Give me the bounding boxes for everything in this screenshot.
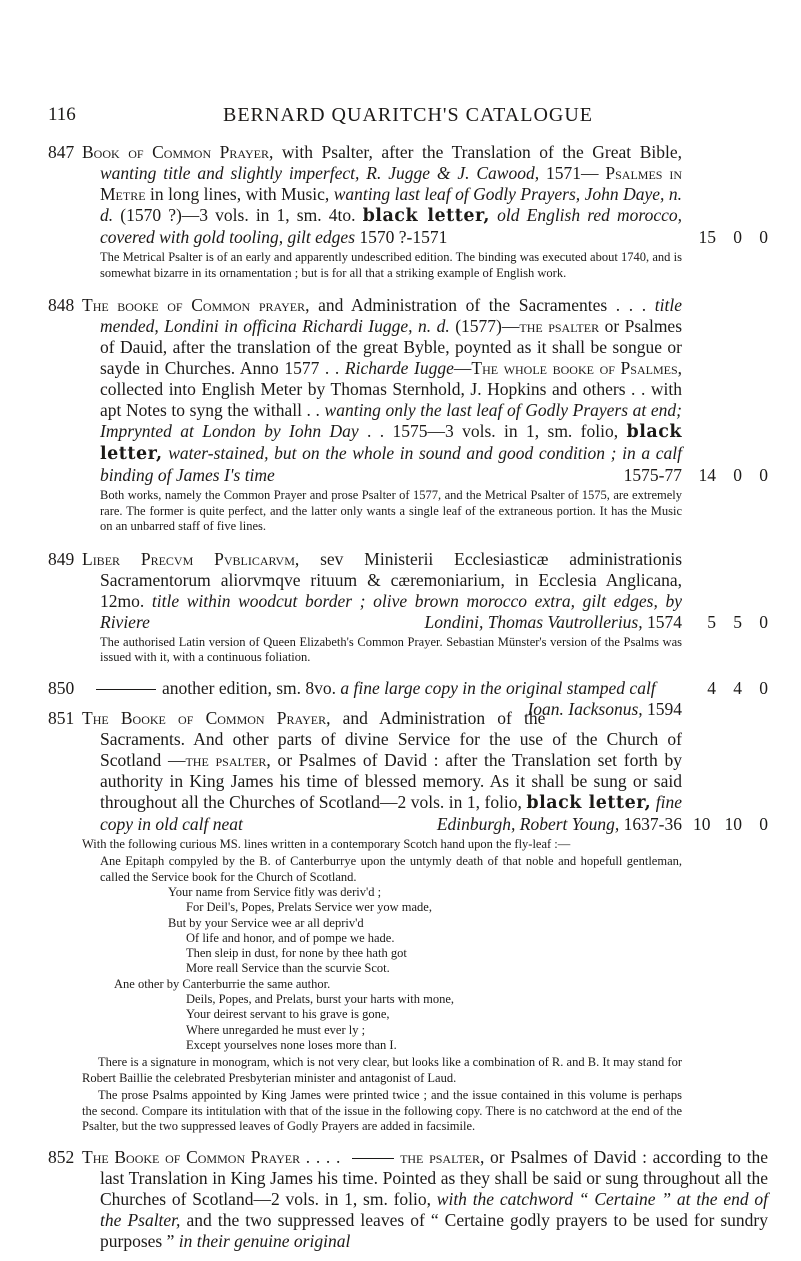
entry-description: The booke of Common prayer, and Administration of the Sacramentes . . . title mended, Londini in officina Richardi Iugge, n. d. (1577)—the psalter or Psalmes of Dauid, after the translation of the great Byble, poynted as it shall be songue or sayde in Churches. Anno 1577 . . Richarde Iugge—The whole booke of Psalmes, collected into English Meter by Thomas Sternhold, J. Hopkins and others . . with apt Notes to syng the withall . . wanting only the last leaf of Godly Prayers at end; Imprynted at London by Iohn Day . . 1575—3 vols. in 1, sm. folio, black letter, water-stained, but on the whole in sound and good condition ; in a calf binding of James I's time 1575-77 bbox=[82, 295, 683, 485]
epitaph-poem bbox=[114, 885, 768, 1053]
entry-number: 850 bbox=[48, 677, 75, 698]
page-number: 116 bbox=[48, 104, 76, 125]
poem-line: For Deil's, Popes, Prelats Service wer yow made, bbox=[186, 900, 432, 915]
ditto-rule bbox=[96, 689, 156, 690]
entry-note: The Metrical Psalter is of an early and apparently undescribed edition. The binding was executed about 1740, and is somewhat bizarre in its ornamentation ; but is for all that a striking example of English work. bbox=[100, 250, 682, 280]
poem-intro: Ane Epitaph compyled by the B. of Canterburrye upon the untymly death of that noble and hopefull gentleman, called the Service book for the Church of Scotland. bbox=[100, 854, 682, 884]
poem-line: Where unregarded he must ever ly ; bbox=[186, 1022, 366, 1037]
entry-price: 14 0 0 bbox=[698, 465, 768, 485]
poem-line: More reall Service than the scurvie Scot. bbox=[186, 961, 390, 976]
entry-number: 847 bbox=[48, 142, 75, 162]
entry-number: 852 bbox=[48, 1146, 75, 1167]
entry-849 bbox=[48, 549, 768, 666]
entry-number: 848 bbox=[48, 295, 75, 315]
entry-number: 851 bbox=[48, 707, 75, 728]
entry-price: 4 4 0 bbox=[707, 677, 768, 698]
entry-note: Both works, namely the Common Prayer and prose Psalter of 1577, and the Metrical Psalter of 1575, are extremely rare. The former is quite perfect, and the latter only wants a single leaf of the extraneous portion. It has the Music on an unbarred staff of five lines. bbox=[100, 488, 682, 533]
poem-line: Your name from Service fitly was deriv'd ; bbox=[168, 885, 382, 899]
entry-851 bbox=[48, 708, 768, 1135]
entry-price: 15 0 0 bbox=[698, 227, 768, 247]
entry-number: 849 bbox=[48, 548, 75, 569]
entry-price: 5 5 0 bbox=[707, 611, 768, 632]
poem-line: Then sleip in dust, for none by thee hath got bbox=[186, 946, 407, 961]
entry-description: Book of Common Prayer, with Psalter, after the Translation of the Great Bible, wanting title and slightly imperfect, R. Jugge & J. Cawood, 1571— Psalmes in Metre in long lines, with Music, wanting last leaf of Godly Prayers, John Daye, n. d. (1570 ?)—3 vols. in 1, sm. 4to. black letter, old English red morocco, covered with gold tooling, gilt edges 1570 ?-1571 bbox=[82, 142, 682, 247]
entry-note: The prose Psalms appointed by King James were printed twice ; and the issue contained in this volume is perhaps the second. Compare its intitulation with that of the issue in the following copy. There is no catchword at the end of the Psalter, but the two suppressed leaves of Godly Prayers are added in facsimile. bbox=[82, 1088, 682, 1134]
entry-description: The Booke of Common Prayer . . . . the psalter, or Psalmes of David : according to the last Translation in King James his time. Pointed as they shall be said or sung throughout all the Churches of Scotland—2 vols. in 1, sm. folio, with the catchword “ Certaine ” at the end of the Psalter, and the two suppressed leaves of “ Certaine godly prayers to be used for sundry purposes ” in their genuine original bbox=[82, 1146, 769, 1251]
poem-line: Except yourselves none loses more than I. bbox=[186, 1037, 397, 1052]
entry-852 bbox=[48, 1147, 768, 1252]
entry-price: 10 10 0 bbox=[693, 813, 768, 834]
entry-848 bbox=[48, 295, 768, 535]
ditto-rule bbox=[352, 1158, 394, 1159]
poem-line: Your deirest servant to his grave is gone, bbox=[186, 1007, 390, 1022]
entry-description: The Booke of Common Prayer, and Administration of the Sacraments. And other parts of divine Service for the use of the Church of Scotland —the psalter, or Psalmes of David : after the Translation set forth by authority in King James his time of blessed memory. As it shall be sung or said throughout all the Churches of Scotland—2 vols. in 1, folio, black letter, fine copy in old calf neat Edinburgh, Robert Young, 1637-36 bbox=[82, 707, 682, 834]
entry-description: another edition, sm. 8vo. a fine large copy in the original stamped calf Ioan. Iacksonus, 1594 bbox=[82, 678, 682, 699]
poem-line: But by your Service wee ar all depriv'd bbox=[168, 915, 364, 930]
poem-heading: Ane other by Canterburrie the same author. bbox=[114, 976, 331, 991]
poem-line: Deils, Popes, and Prelats, burst your harts with mone, bbox=[186, 992, 455, 1007]
entry-description: Liber Precvm Pvblicarvm, sev Ministerii Ecclesiasticæ administrationis Sacramentorum aliorvmqve rituum & cæremoniarium, in Ecclesia Anglicana, 12mo. title within woodcut border ; olive brown morocco extra, gilt edges, by Riviere Londini, Thomas Vautrollerius, 1574 bbox=[82, 548, 682, 632]
page-header bbox=[48, 104, 768, 128]
catalogue-entries bbox=[48, 142, 768, 1261]
entry-847 bbox=[48, 142, 768, 281]
entry-note: With the following curious MS. lines written in a contemporary Scotch hand upon the fly-leaf :— bbox=[82, 836, 571, 851]
entry-note: The authorised Latin version of Queen Elizabeth's Common Prayer. Sebastian Münster's version of the Psalms was issued with it, with a continuous foliation. bbox=[100, 634, 682, 664]
entry-note: There is a signature in monogram, which is not very clear, but looks like a combination of R. and B. It may stand for Robert Baillie the celebrated Presbyterian minister and antagonist of Laud. bbox=[82, 1055, 682, 1085]
running-head: BERNARD QUARITCH'S CATALOGUE bbox=[222, 104, 593, 126]
poem-line: Of life and honor, and of pompe we hade. bbox=[186, 930, 395, 945]
